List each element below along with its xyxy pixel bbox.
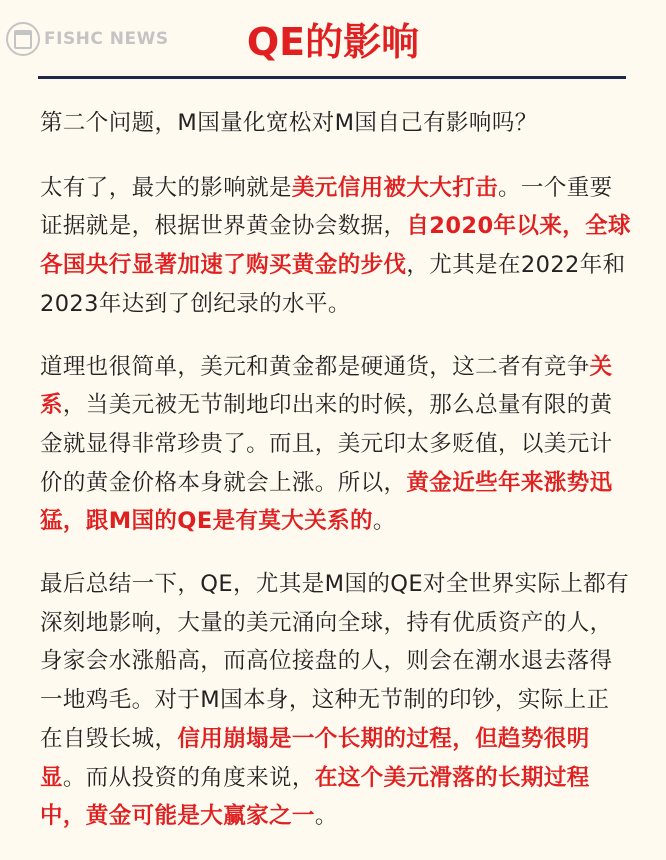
- text-segment: 最后总结一下，QE，尤其是M国的QE对全世界实际上都有深刻地影响，大量的美元涌向全球，持有优质资产的人，身家会水涨船高，而高位接盘的人，则会在潮水退去落得一地鸡毛。对于M国本身，这种无节制的印钞，实际上正在自毁长城，: [40, 571, 630, 752]
- paragraph-impact: [40, 169, 632, 324]
- text-segment: ，当美元被无节制地印出来的时候，那么总量有限的黄金就显得非常珍贵了。而且，美元印太多贬值，以美元计价的黄金价格本身就会上涨。所以，: [40, 392, 613, 496]
- text-segment: 。而从投资的角度来说，: [62, 764, 315, 791]
- text-segment: ，尤其是在2022年和2023年达到了创纪录的水平。: [40, 252, 626, 317]
- highlight-text: 自2020年以来，全球各国央行显著加速了购买黄金的步伐: [40, 213, 631, 279]
- text-segment: 太有了，最大的影响就是: [40, 174, 292, 201]
- highlight-text: 在这个美元滑落的长期过程中，黄金可能是大赢家之一: [40, 764, 590, 830]
- highlight-text: 黄金近些年来涨势迅猛，跟M国的QE是有莫大关系的: [40, 469, 613, 535]
- paragraph-summary: [40, 565, 632, 836]
- page-title: QE的影响: [246, 20, 420, 64]
- text-segment: 。: [372, 508, 396, 535]
- highlight-text: 关系: [40, 353, 613, 419]
- highlight-text: 信用崩塌是一个长期的过程，但趋势很明显: [40, 725, 590, 791]
- text-segment: 。: [314, 803, 338, 830]
- highlight-text: 美元信用被大大打击: [291, 174, 499, 201]
- title-divider: [38, 76, 626, 79]
- paragraph-question: [40, 104, 632, 143]
- watermark-text: FISHC NEWS: [44, 29, 169, 49]
- text-segment: 。一个重要证据就是，根据世界黄金协会数据，: [40, 174, 613, 240]
- article-body: [40, 104, 632, 860]
- text-segment: 第二个问题，M国量化宽松对M国自己有影响吗？: [40, 110, 538, 136]
- paragraph-reason: [40, 348, 632, 542]
- text-segment: 道理也很简单，美元和黄金都是硬通货，这二者有竞争: [40, 353, 590, 380]
